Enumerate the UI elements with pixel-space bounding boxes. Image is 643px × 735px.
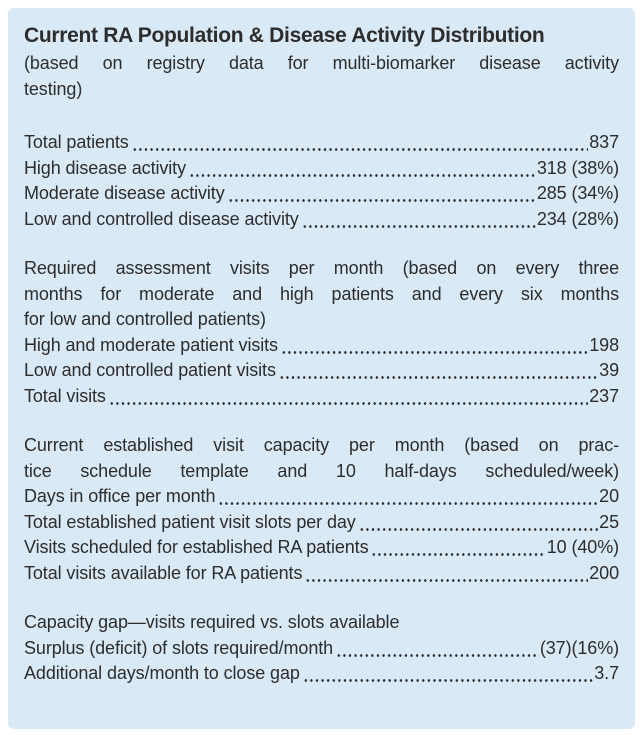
row-label: Total visits [24,385,106,406]
section [24,256,619,409]
section [24,433,619,586]
dot-leader [305,579,588,582]
row-value: 198 [589,334,619,355]
row-label: Low and controlled disease activity [24,208,299,229]
row-value: 234 (28%) [536,208,619,229]
stat-row [24,207,619,233]
subtitle-line: (based on registry data for multi-biomarker disease activity [24,53,619,73]
row-label: Visits scheduled for established RA patients [24,537,369,557]
section-header-line: for low and controlled patients) [24,309,266,329]
dot-leader [218,502,598,505]
section-header-line: Required assessment visits per month (based on every three [24,258,619,278]
dot-leader [336,654,539,657]
row-value: 20 [599,486,619,506]
stat-row [24,130,619,156]
dot-leader [302,225,536,228]
row-value: 837 [589,132,619,152]
section-header-line: Current established visit capacity per month (based on prac- [24,435,619,455]
row-label: Low and controlled patient visits [24,360,276,380]
stat-row [24,636,619,662]
section-header-line: tice schedule template and 10 half-days scheduled/week) [24,460,619,481]
row-label: High and moderate patient visits [24,334,278,355]
dot-leader [303,679,593,682]
dot-leader [109,402,588,405]
stat-row [24,156,619,182]
row-label: Total established patient visit slots per day [24,511,356,532]
stat-row [24,661,619,687]
panel-subtitle [24,51,619,102]
stat-row [24,333,619,359]
row-value: 3.7 [594,663,619,683]
row-label: High disease activity [24,157,186,178]
row-value: 200 [589,562,619,583]
sections-container [24,130,619,687]
subtitle-line: testing) [24,78,83,99]
row-label: Total visits available for RA patients [24,562,303,583]
row-label: Additional days/month to close gap [24,663,300,683]
dot-leader [132,148,589,151]
stat-row [24,181,619,207]
section-header-line: Capacity gap—visits required vs. slots available [24,612,400,632]
stats-panel [8,8,635,729]
panel-title: Current RA Population & Disease Activity Distribution [24,24,545,47]
row-value: 25 [599,511,619,532]
dot-leader [228,199,536,202]
row-value: 10 (40%) [546,537,619,557]
dot-leader [279,376,598,379]
row-label: Moderate disease activity [24,183,225,203]
stat-row [24,535,619,561]
stat-row [24,384,619,410]
row-value: (37)(16%) [539,637,619,658]
stat-row [24,561,619,587]
dot-leader [281,351,588,354]
stat-row [24,358,619,384]
section [24,610,619,687]
row-value: 318 (38%) [536,157,619,178]
row-value: 39 [599,360,619,380]
section [24,130,619,232]
row-label: Days in office per month [24,486,216,506]
section-header-line: months for moderate and high patients and every six months [24,283,619,304]
dot-leader [371,553,545,556]
dot-leader [189,174,536,177]
dot-leader [359,528,598,531]
stat-row [24,510,619,536]
stat-row [24,484,619,510]
row-value: 237 [589,385,619,406]
row-label: Surplus (deficit) of slots required/month [24,637,334,658]
row-label: Total patients [24,132,129,152]
row-value: 285 (34%) [536,183,619,203]
